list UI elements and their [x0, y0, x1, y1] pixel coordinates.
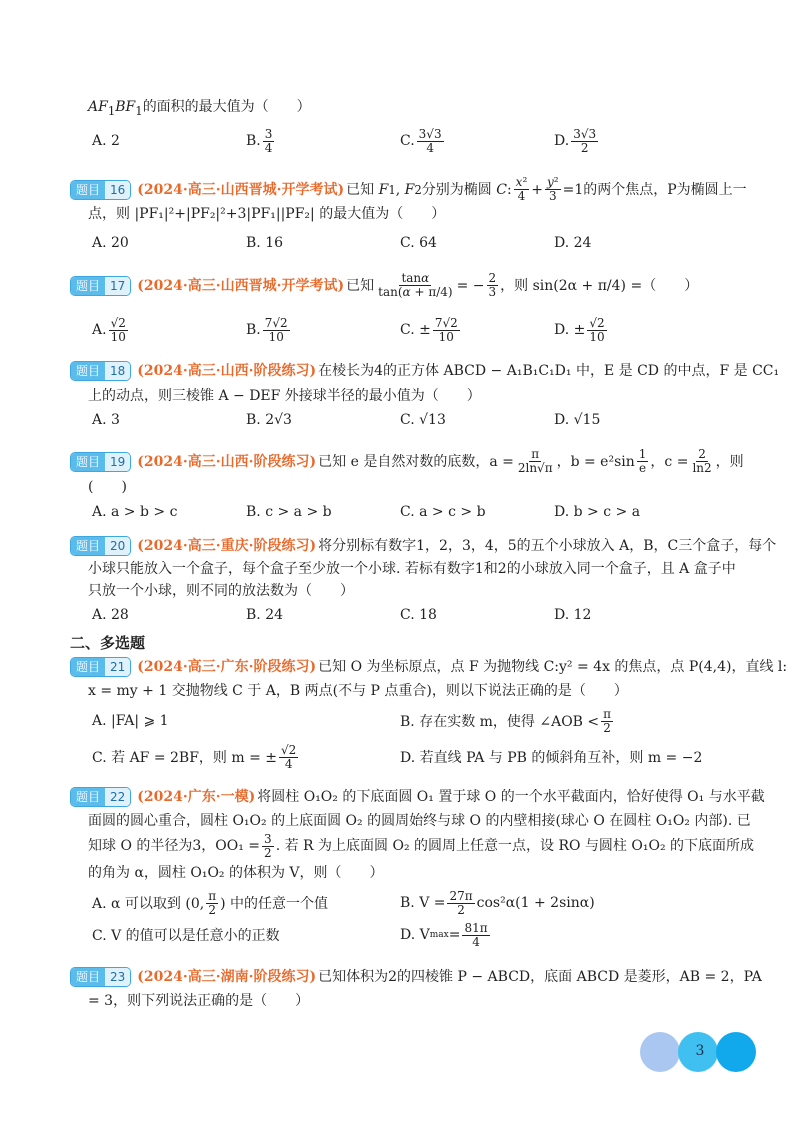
q16-source: (2024·高三·山西晋城·开学考试) [137, 181, 345, 198]
q17-source: (2024·高三·山西晋城·开学考试) [137, 277, 345, 294]
q21-options-row1 [92, 706, 732, 736]
q19-option-a[interactable]: A. a > b > c [92, 504, 178, 520]
q21-tag: 题目 21 [70, 657, 131, 677]
q15-option-c[interactable]: C. $\frac{3√3}{4}$ [400, 126, 442, 155]
q22-options-row2 [92, 920, 732, 950]
q21-option-d[interactable]: D. 若直线 PA 与 PB 的倾斜角互补，则 m = −2 [400, 750, 703, 766]
q16-header: 题目 16 (2024·高三·山西晋城·开学考试) 已知 F 1 , F 2 分别为椭圆 C : $\frac{\text{x²}}{4}$ + $\frac{\text{y²}}{3}$ =1的两个焦点，P为椭圆上一 [70, 176, 747, 203]
q22-line4: 的角为 α，圆柱 O₁O₂ 的体积为 V，则（ ） [88, 865, 384, 881]
q22-line2: 面圆的圆心重合，圆柱 O₁O₂ 的上底面圆 O₂ 的圆周始终与球 O 的内壁相接(球心 O 在圆柱 O₁O₂ 内部). 已 [88, 813, 751, 829]
q18-header: 题目 18 (2024·高三·山西·阶段练习) 在棱长为4的正方体 ABCD − A₁B₁C₁D₁ 中，E 是 CD 的中点，F 是 CC₁ [70, 360, 779, 382]
q15-stem-tail: $AF_1BF_1$的面积的最大值为（ ） [88, 99, 311, 118]
q19-options [92, 497, 732, 527]
q21-source: (2024·高三·广东·阶段练习) [137, 659, 317, 675]
q17-option-a[interactable]: A. $\frac{√2}{10}$ [92, 315, 126, 344]
q18-line2: 上的动点，则三棱锥 A − DEF 外接球半径的最小值为（ ） [88, 388, 481, 404]
q21-options-row2 [92, 742, 732, 772]
q16-option-b[interactable]: B. 16 [246, 235, 284, 251]
q18-source: (2024·高三·山西·阶段练习) [137, 363, 317, 379]
q23-header: 题目 23 (2024·高三·湖南·阶段练习) 已知体积为2的四棱锥 P − ABCD，底面 ABCD 是菱形，AB = 2，PA [70, 966, 762, 988]
q21-line2: x = my + 1 交抛物线 C 于 A，B 两点(不与 P 点重合)，则以下说法正确的是（ ） [88, 683, 628, 699]
q23-source: (2024·高三·湖南·阶段练习) [137, 969, 317, 985]
q17-options [92, 315, 732, 345]
q19-header: 题目 19 (2024·高三·山西·阶段练习) 已知 e 是自然对数的底数，a = $\frac{\pi}{2\ln√\pi}$ ，b = e²sin $\frac{1}{e}$ ，c = $\frac{2}{\ln 2}$ ，则 [70, 448, 744, 475]
q16-tag: 题目 16 [70, 180, 131, 200]
q21-header: 题目 21 (2024·高三·广东·阶段练习) 已知 O 为坐标原点，点 F 为抛物线 C:y² = 4x 的焦点，点 P(4,4)，直线 l: [70, 656, 787, 678]
q20-line2: 小球只能放入一个盒子，每个盒子至少放一个小球. 若标有数字1和2的小球放入同一个盒子，且 A 盒子中 [88, 561, 736, 577]
q19-option-c[interactable]: C. a > c > b [400, 504, 486, 520]
q15-option-d[interactable]: D. $\frac{3√3}{2}$ [554, 126, 597, 155]
q20-option-c[interactable]: C. 18 [400, 607, 437, 623]
q16-option-d[interactable]: D. 24 [554, 235, 592, 251]
q17-tag: 题目 17 [70, 276, 131, 296]
q19-line2: ( ) [88, 479, 127, 495]
q17-option-d[interactable]: D. ± $\frac{√2}{10}$ [554, 315, 605, 344]
q22-option-a[interactable]: A. α 可以取到 (0, $\frac{\pi}{2}$ ) 中的任意一个值 [92, 888, 328, 917]
q16-options [92, 228, 732, 258]
q18-option-a[interactable]: A. 3 [92, 412, 120, 428]
q16-option-c[interactable]: C. 64 [400, 235, 437, 251]
q20-header: 题目 20 (2024·高三·重庆·阶段练习) 将分别标有数字1，2，3，4，5的五个小球放入 A，B，C三个盒子，每个 [70, 535, 776, 557]
q15-options [92, 126, 732, 156]
q21-option-b[interactable]: B. 存在实数 m，使得 ∠AOB < $\frac{\pi}{2}$ [400, 706, 612, 735]
q17-option-c[interactable]: C. ± $\frac{7√2}{10}$ [400, 315, 458, 344]
q18-tag: 题目 18 [70, 361, 131, 381]
q18-options [92, 405, 732, 435]
q20-line3: 只放一个小球，则不同的放法数为（ ） [88, 583, 354, 599]
q22-tag: 题目 22 [70, 787, 131, 807]
q18-option-c[interactable]: C. √13 [400, 412, 446, 428]
q20-tag: 题目 20 [70, 536, 131, 556]
q22-option-c[interactable]: C. V 的值可以是任意小的正数 [92, 928, 280, 944]
q18-option-d[interactable]: D. √15 [554, 412, 601, 428]
q21-option-c[interactable]: C. 若 AF = 2BF，则 m = ± $\frac{√2}{4}$ [92, 742, 297, 771]
page-deco-blob-1 [640, 1032, 680, 1072]
q20-option-b[interactable]: B. 24 [246, 607, 284, 623]
q18-option-b[interactable]: B. 2√3 [246, 412, 292, 428]
q22-header: 题目 22 (2024·广东·一模) 将圆柱 O₁O₂ 的下底面圆 O₁ 置于球 O 的一个水平截面内，恰好使得 O₁ 与水平截 [70, 786, 765, 808]
q16-option-a[interactable]: A. 20 [92, 235, 129, 251]
q17-header: 题目 17 (2024·高三·山西晋城·开学考试) 已知 $\frac{\tan\alpha}{\tan(\alpha + \pi/4)}$ = − $\frac{2}{3}$ ，则 sin(2α + π/4) =（ ） [70, 272, 698, 299]
section-title: 二、多选题 [70, 634, 146, 652]
page-number: 3 [695, 1043, 705, 1059]
q15-option-b[interactable]: B. $\frac{3}{4}$ [246, 126, 273, 155]
q22-line3: 知球 O 的半径为3，OO₁ = $\frac{3}{2}$ . 若 R 为上底面圆 O₂ 的圆周上任意一点，设 RO 与圆柱 O₁O₂ 的下底面所成 [88, 831, 755, 860]
q20-options [92, 600, 732, 630]
q19-source: (2024·高三·山西·阶段练习) [137, 453, 317, 470]
q19-option-b[interactable]: B. c > a > b [246, 504, 332, 520]
page-deco-blob-3 [716, 1032, 756, 1072]
q20-option-d[interactable]: D. 12 [554, 607, 592, 623]
q23-tag: 题目 23 [70, 967, 131, 987]
q22-option-b[interactable]: B. V = $\frac{27\pi}{2}$ cos²α(1 + 2sinα) [400, 888, 595, 917]
q19-tag: 题目 19 [70, 452, 131, 472]
q20-option-a[interactable]: A. 28 [92, 607, 129, 623]
q20-source: (2024·高三·重庆·阶段练习) [137, 538, 317, 554]
q22-option-d[interactable]: D. V max = $\frac{81\pi}{4}$ [400, 920, 488, 949]
q16-line2: 点，则 |PF₁|²+|PF₂|²+3|PF₁||PF₂| 的最大值为（ ） [88, 206, 446, 222]
q21-option-a[interactable]: A. |FA| ⩾ 1 [92, 713, 169, 729]
q22-source: (2024·广东·一模) [137, 789, 256, 805]
q22-options-row1 [92, 888, 732, 918]
q19-option-d[interactable]: D. b > c > a [554, 504, 641, 520]
q15-option-a[interactable]: A. 2 [92, 133, 120, 149]
q23-line2: = 3，则下列说法正确的是（ ） [88, 993, 310, 1009]
q17-option-b[interactable]: B. $\frac{7√2}{10}$ [246, 315, 288, 344]
